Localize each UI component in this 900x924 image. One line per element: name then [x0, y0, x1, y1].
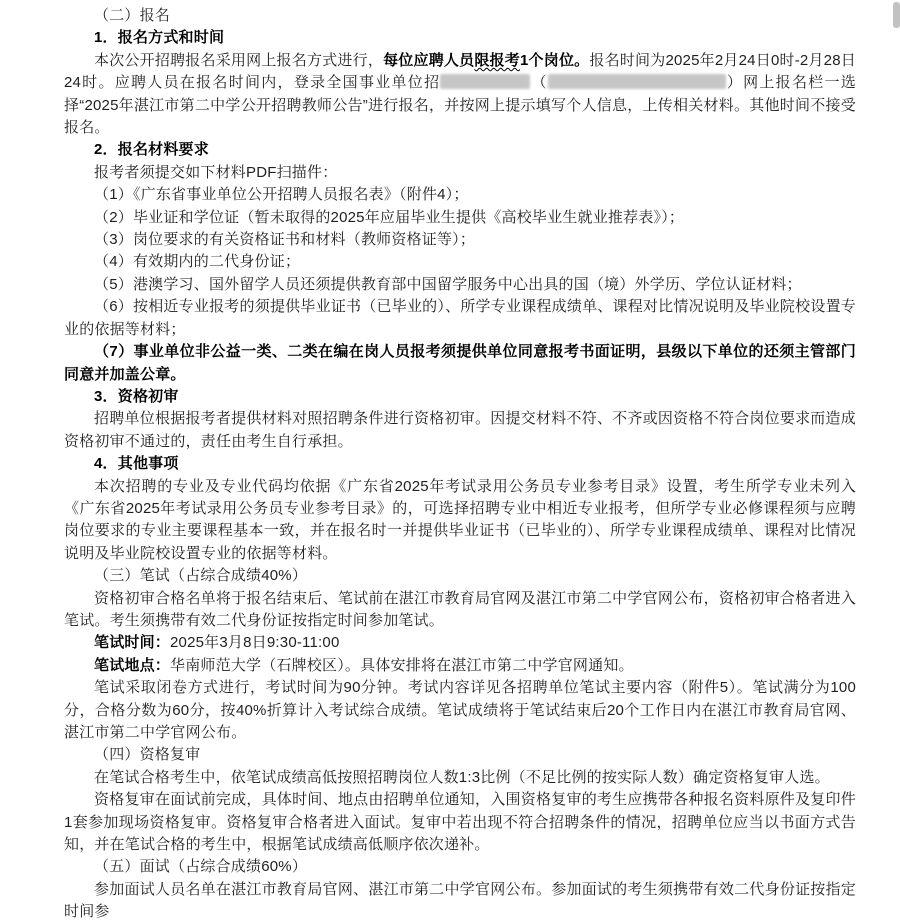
text-run: （5）港澳学习、国外留学人员还须提供教育部中国留学服务中心出具的国（境）外学历、学位认证材料； [94, 275, 802, 293]
emphasis-text: 1个岗位。 [519, 51, 590, 69]
text-run: 本次招聘的专业及专业代码均依据《广东省2025年考试录用公务员专业参考目录》设置，考生所学专业未列入《广东省2025年考试录用公务员专业参考目录》的，可选择招聘专业中相近专业报考，但所学专业必修课程须与应聘岗位要求的专业主要课程基本一致，并在报名时一并提供毕业证书（已毕业的）、所学专业课程成绩单、课程对比情况说明及毕业院校设置专业的依据等材料。 [64, 477, 856, 562]
scrollbar-thumb[interactable] [893, 2, 900, 28]
text-run: 报考者须提交如下材料PDF扫描件： [94, 163, 338, 181]
numbered-heading-4 [64, 453, 856, 475]
emphasis-text: 4．其他事项 [94, 455, 179, 473]
text-run: 笔试采取闭卷方式进行，考试时间为90分钟。考试内容详见各招聘单位笔试主要内容（附件5）。笔试满分为100分，合格分数为60分，按40%折算计入考试综合成绩。笔试成绩将于笔试结束后20个工作日内在湛江市教育局官网、湛江市第二中学官网公布。 [64, 679, 856, 741]
list-item-7 [64, 341, 856, 386]
body-paragraph-exam-list [64, 588, 856, 633]
text-run: （6）按相近专业报考的须提供毕业证书（已毕业的）、所学专业课程成绩单、课程对比情况说明及毕业院校设置专业的依据等材料； [64, 298, 856, 338]
text-run: （三）笔试（占综合成绩40%） [94, 567, 308, 585]
numbered-heading-1 [64, 27, 856, 49]
emphasis-text: 笔试地点： [94, 656, 171, 674]
body-paragraph-other-matters [64, 476, 856, 566]
text-run: （3）岗位要求的有关资格证书和材料（教师资格证等）； [94, 231, 476, 249]
body-paragraph-review-details [64, 789, 856, 856]
section-heading-fushen [64, 744, 856, 766]
section-heading-bishi [64, 565, 856, 587]
text-run: 在笔试合格考生中，依笔试成绩高低按照招聘岗位人数1:3比例（不足比例的按实际人数）确定资格复审人选。 [94, 768, 830, 786]
text-run: （1）《广东省事业单位公开招聘人员报名表》（附件4）； [94, 186, 469, 204]
text-run: （四）资格复审 [94, 746, 201, 764]
emphasis-text: 1．报名方式和时间 [94, 29, 225, 47]
text-run: （2）毕业证和学位证（暂未取得的2025年应届毕业生提供《高校毕业生就业推荐表》）； [94, 208, 685, 226]
text-run: 资格复审在面试前完成，具体时间、地点由招聘单位通知，入围资格复审的考生应携带各种报名资料原件及复印件1套参加现场资格复审。资格复审合格者进入面试。复审中若出现不符合招聘条件的情况，招聘单位应当以书面方式告知，并在笔试合格的考生中，根据笔试成绩高低顺序依次递补。 [64, 791, 856, 854]
exam-time [64, 632, 856, 654]
body-paragraph-initial-review [64, 408, 856, 453]
list-item-1 [64, 184, 856, 206]
redacted-text [548, 74, 726, 89]
text-run: 参加面试人员名单在湛江市教育局官网、湛江市第二中学官网公布。参加面试的考生须携带有效二代身份证按指定时间参 [64, 880, 856, 921]
text-run: 资格初审合格名单将于报名结束后、笔试前在湛江市教育局官网及湛江市第二中学官网公布，资格初审合格者进入笔试。考生须携带有效二代身份证按指定时间参加笔试。 [64, 589, 856, 629]
text-run: （ [530, 74, 548, 92]
section-heading-baoming [64, 5, 856, 27]
emphasis-text: 笔试时间： [94, 634, 171, 652]
emphasis-text: 限报考 [474, 51, 520, 69]
body-paragraph-review-ratio [64, 767, 856, 789]
emphasis-text: 2．报名材料要求 [94, 141, 209, 159]
text-run: （二）报名 [94, 7, 171, 24]
text-run: （五）面试（占综合成绩60%） [94, 858, 308, 876]
redacted-text [440, 74, 530, 89]
emphasis-text: （7）事业单位非公益一类、二类在编在岗人员报考须提供单位同意报考书面证明，县级以下单位的还须主管部门同意并加盖公章。 [64, 343, 856, 383]
document-body [64, 5, 856, 924]
list-item-4 [64, 251, 856, 273]
body-paragraph-materials-intro [64, 162, 856, 184]
text-run: 招聘单位根据报考者提供材料对照招聘条件进行资格初审。因提交材料不符、不齐或因资格不符合岗位要求而造成资格初审不通过的，责任由考生自行承担。 [64, 410, 856, 450]
body-paragraph-exam-details [64, 677, 856, 744]
exam-location [64, 655, 856, 677]
text-run: 报名时间为2025年2月24日0时-2月28日24时。应聘人员在报名时间内，登录全国事业单位招 [64, 51, 856, 92]
numbered-heading-2 [64, 139, 856, 161]
emphasis-text: 3．资格初审 [94, 387, 179, 405]
list-item-2 [64, 207, 856, 229]
list-item-6 [64, 296, 856, 341]
text-run: （4）有效期内的二代身份证； [94, 253, 301, 271]
list-item-3 [64, 229, 856, 251]
section-heading-mianshi [64, 856, 856, 878]
text-run: 2025年3月8日9:30-11:00 [170, 634, 340, 652]
text-run: ）网上报名栏一选择“2025年湛江市第二中学公开招聘教师公告”进行报名，并按网上提示填写个人信息，上传相关材料。其他时间不接受报名。 [64, 74, 857, 137]
text-run: 华南师范大学（石牌校区）。具体安排将在湛江市第二中学官网通知。 [170, 656, 634, 674]
list-item-5 [64, 274, 856, 296]
body-paragraph-registration [64, 50, 856, 140]
body-paragraph-interview [64, 879, 856, 924]
numbered-heading-3 [64, 386, 856, 408]
text-run: 本次公开招聘报名采用网上报名方式进行， [94, 51, 384, 69]
emphasis-text: 每位应聘人员 [383, 51, 475, 69]
